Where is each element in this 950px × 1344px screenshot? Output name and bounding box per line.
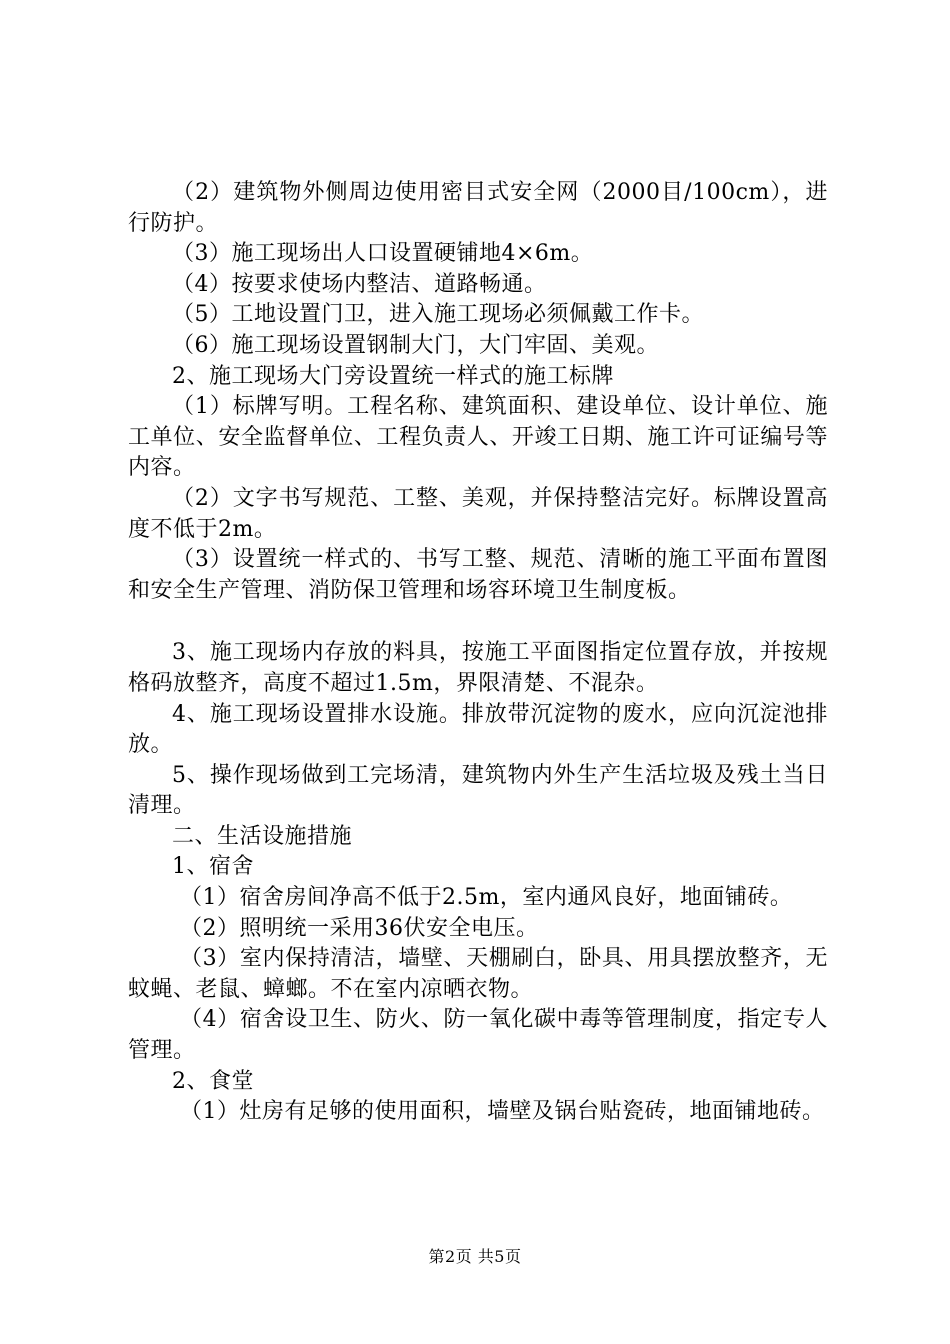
paragraph: （2）建筑物外侧周边使用密目式安全网（2000目/100cm），进行防护。	[128, 180, 828, 236]
paragraph: （3）施工现场出人口设置硬铺地4×6m。	[172, 241, 594, 267]
paragraph: （5）工地设置门卫，进入施工现场必须佩戴工作卡。	[172, 302, 704, 328]
subsection-heading: 1、宿舍	[172, 854, 254, 880]
page-number-footer: 第2页 共5页	[428, 1247, 522, 1266]
paragraph: （6）施工现场设置钢制大门，大门牢固、美观。	[172, 332, 659, 358]
paragraph: 3、施工现场内存放的料具，按施工平面图指定位置存放，并按规格码放整齐，高度不超过1.5m，界限清楚、不混杂。	[128, 640, 828, 696]
section-heading: 2、施工现场大门旁设置统一样式的施工标牌	[172, 363, 614, 389]
subsection-heading: 2、食堂	[172, 1068, 254, 1094]
paragraph: 5、操作现场做到工完场清，建筑物内外生产生活垃圾及残土当日清理。	[128, 762, 828, 819]
paragraph: （1）宿舍房间净高不低于2.5m，室内通风良好，地面铺砖。	[180, 885, 793, 911]
paragraph: （4）宿舍设卫生、防火、防一氧化碳中毒等管理制度，指定专人管理。	[128, 1007, 828, 1064]
paragraph: （2）照明统一采用36伏安全电压。	[180, 915, 539, 941]
paragraph-gap	[128, 606, 828, 638]
paragraph: （4）按要求使场内整洁、道路畅通。	[172, 271, 547, 297]
paragraph: （3）室内保持清洁，墙壁、天棚刷白，卧具、用具摆放整齐，无蚊蝇、老鼠、蟑螂。不在室内凉晒衣物。	[128, 946, 828, 1002]
paragraph: （1）灶房有足够的使用面积，墙壁及锅台贴瓷砖，地面铺地砖。	[180, 1099, 825, 1125]
paragraph: 4、施工现场设置排水设施。排放带沉淀物的废水，应向沉淀池排放。	[128, 701, 828, 758]
paragraph: （1）标牌写明。工程名称、建筑面积、建设单位、设计单位、施工单位、安全监督单位、工程负责人、开竣工日期、施工许可证编号等内容。	[128, 394, 828, 481]
paragraph: （2）文字书写规范、工整、美观，并保持整洁完好。标牌设置高度不低于2m。	[128, 485, 828, 542]
document-body	[128, 178, 828, 1128]
paragraph: （3）设置统一样式的、书写工整、规范、清晰的施工平面布置图和安全生产管理、消防保卫管理和场容环境卫生制度板。	[128, 547, 828, 603]
section-heading: 二、生活设施措施	[172, 823, 353, 849]
